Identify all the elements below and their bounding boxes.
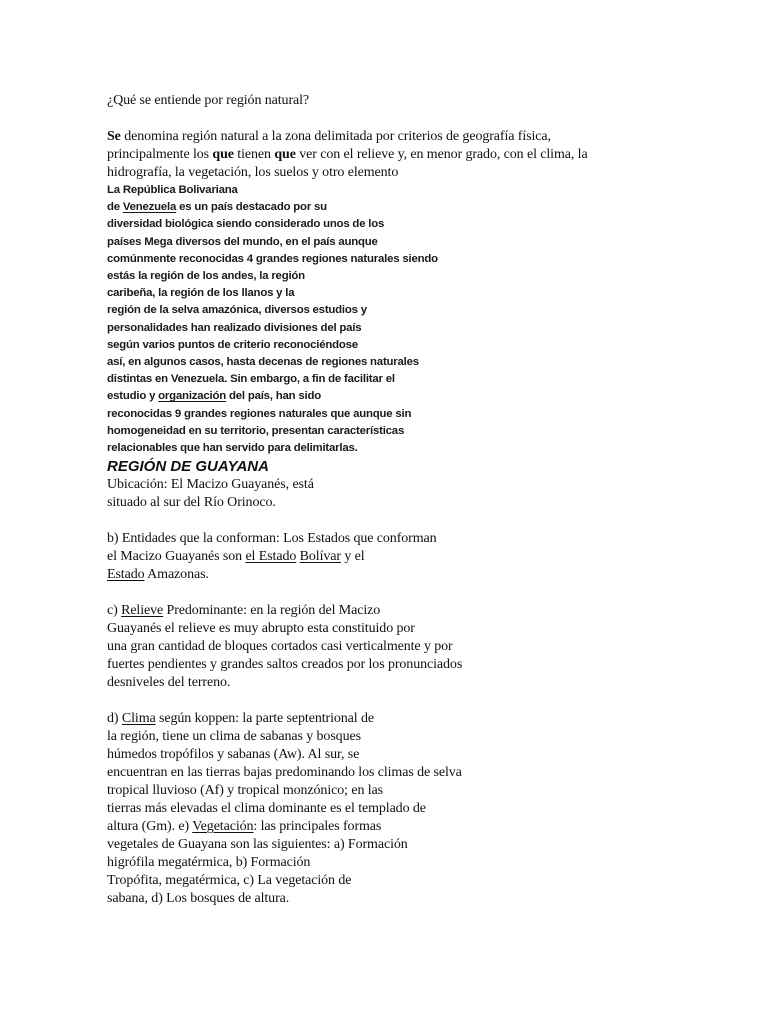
estado-link[interactable]: Estado xyxy=(107,567,145,583)
el-estado-link[interactable]: el Estado xyxy=(245,549,297,565)
entidades-line xyxy=(107,566,747,584)
intro-line xyxy=(107,146,747,164)
clima-line: tierras más elevadas el clima dominante es el templado de xyxy=(107,801,426,817)
intro-bold-word: Se xyxy=(107,129,121,144)
clima-line xyxy=(107,710,747,728)
intro-text: tienen xyxy=(233,147,275,162)
entidades-text: Amazonas. xyxy=(144,567,209,583)
venezuela-line: distintas en Venezuela. Sin embargo, a fin de facilitar el xyxy=(107,373,395,386)
clima-line: húmedos tropófilos y sabanas (Aw). Al sur, se xyxy=(107,747,360,763)
intro-text: ver con el relieve y, en menor grado, con el clima, la xyxy=(295,147,588,162)
venezuela-line: caribeña, la región de los llanos y la xyxy=(107,287,295,300)
venezuela-paragraph xyxy=(107,182,747,457)
relieve-line: Guayanés el relieve es muy abrupto esta constituido por xyxy=(107,621,415,637)
bolivar-link[interactable]: Bolívar xyxy=(299,549,341,565)
organizacion-link[interactable]: organización xyxy=(158,390,227,403)
clima-line: la región, tiene un clima de sabanas y bosques xyxy=(107,729,361,745)
section-heading: REGIÓN DE GUAYANA xyxy=(107,458,269,476)
clima-paragraph xyxy=(107,710,747,908)
intro-line: hidrografía, la vegetación, los suelos y otro elemento xyxy=(107,165,399,180)
venezuela-line: así, en algunos casos, hasta decenas de regiones naturales xyxy=(107,356,419,369)
clima-line: sabana, d) Los bosques de altura. xyxy=(107,891,290,907)
intro-bold-word: que xyxy=(212,147,234,162)
clima-line: higrófila megatérmica, b) Formación xyxy=(107,855,311,871)
venezuela-line xyxy=(107,388,747,405)
ubicacion-line: situado al sur del Río Orinoco. xyxy=(107,495,276,511)
ubicacion-paragraph xyxy=(107,476,747,512)
venezuela-line: La República Bolivariana xyxy=(107,184,238,196)
venezuela-line: países Mega diversos del mundo, en el país aunque xyxy=(107,235,378,248)
venezuela-text: es un país destacado por su xyxy=(176,201,327,214)
relieve-paragraph xyxy=(107,602,747,692)
clima-line: vegetales de Guayana son las siguientes: a) Formación xyxy=(107,837,408,853)
venezuela-text: de xyxy=(107,201,123,214)
venezuela-line: reconocidas 9 grandes regiones naturales que aunque sin xyxy=(107,407,412,420)
clima-text: d) xyxy=(107,711,122,727)
intro-text: denomina región natural a la zona delimitada por criterios de geografía física, xyxy=(120,129,551,144)
question-title xyxy=(107,92,747,110)
clima-text: : las principales formas xyxy=(253,819,382,835)
venezuela-link[interactable]: Venezuela xyxy=(122,201,177,214)
entidades-text: y el xyxy=(340,549,365,565)
relieve-line: fuertes pendientes y grandes saltos creados por los pronunciados xyxy=(107,657,463,673)
intro-text: principalmente los xyxy=(107,147,213,162)
clima-line: encuentran en las tierras bajas predominando los climas de selva xyxy=(107,765,462,781)
question-text: ¿Qué se entiende por región natural? xyxy=(107,93,310,108)
venezuela-line xyxy=(107,199,747,216)
relieve-text: c) xyxy=(107,603,122,619)
clima-text: altura (Gm). e) xyxy=(107,819,193,835)
intro-line xyxy=(107,128,747,146)
venezuela-text: del país, han sido xyxy=(226,390,321,403)
relieve-line: una gran cantidad de bloques cortados casi verticalmente y por xyxy=(107,639,453,655)
clima-text: según koppen: la parte septentrional de xyxy=(155,711,374,727)
clima-line: Tropófita, megatérmica, c) La vegetación de xyxy=(107,873,352,889)
venezuela-line: según varios puntos de criterio reconociéndose xyxy=(107,338,358,351)
relieve-line: desniveles del terreno. xyxy=(107,675,231,691)
vegetacion-link[interactable]: Vegetación xyxy=(192,819,254,835)
relieve-text: Predominante: en la región del Macizo xyxy=(163,603,381,619)
venezuela-line: región de la selva amazónica, diversos estudios y xyxy=(107,304,367,317)
venezuela-line: homogeneidad en su territorio, presentan características xyxy=(107,424,405,437)
venezuela-line: personalidades han realizado divisiones del país xyxy=(107,321,362,334)
relieve-line xyxy=(107,602,747,620)
ubicacion-line: Ubicación: El Macizo Guayanés, está xyxy=(107,477,314,493)
clima-link[interactable]: Clima xyxy=(121,711,156,727)
document-page xyxy=(107,92,747,908)
venezuela-line: relacionables que han servido para delimitarlas. xyxy=(107,442,358,455)
clima-line: tropical lluvioso (Af) y tropical monzónico; en las xyxy=(107,783,383,799)
entidades-line: b) Entidades que la conforman: Los Estados que conforman xyxy=(107,531,437,547)
venezuela-line: comúnmente reconocidas 4 grandes regiones naturales siendo xyxy=(107,252,438,265)
venezuela-text: estudio y xyxy=(107,390,159,403)
relieve-link[interactable]: Relieve xyxy=(121,603,164,619)
entidades-paragraph xyxy=(107,530,747,584)
intro-bold-word: que xyxy=(274,147,296,162)
entidades-line xyxy=(107,548,747,566)
entidades-text: el Macizo Guayanés son xyxy=(107,549,246,565)
clima-line xyxy=(107,818,747,836)
venezuela-line: estás la región de los andes, la región xyxy=(107,270,305,283)
intro-paragraph xyxy=(107,128,747,182)
venezuela-line: diversidad biológica siendo considerado unos de los xyxy=(107,218,385,231)
